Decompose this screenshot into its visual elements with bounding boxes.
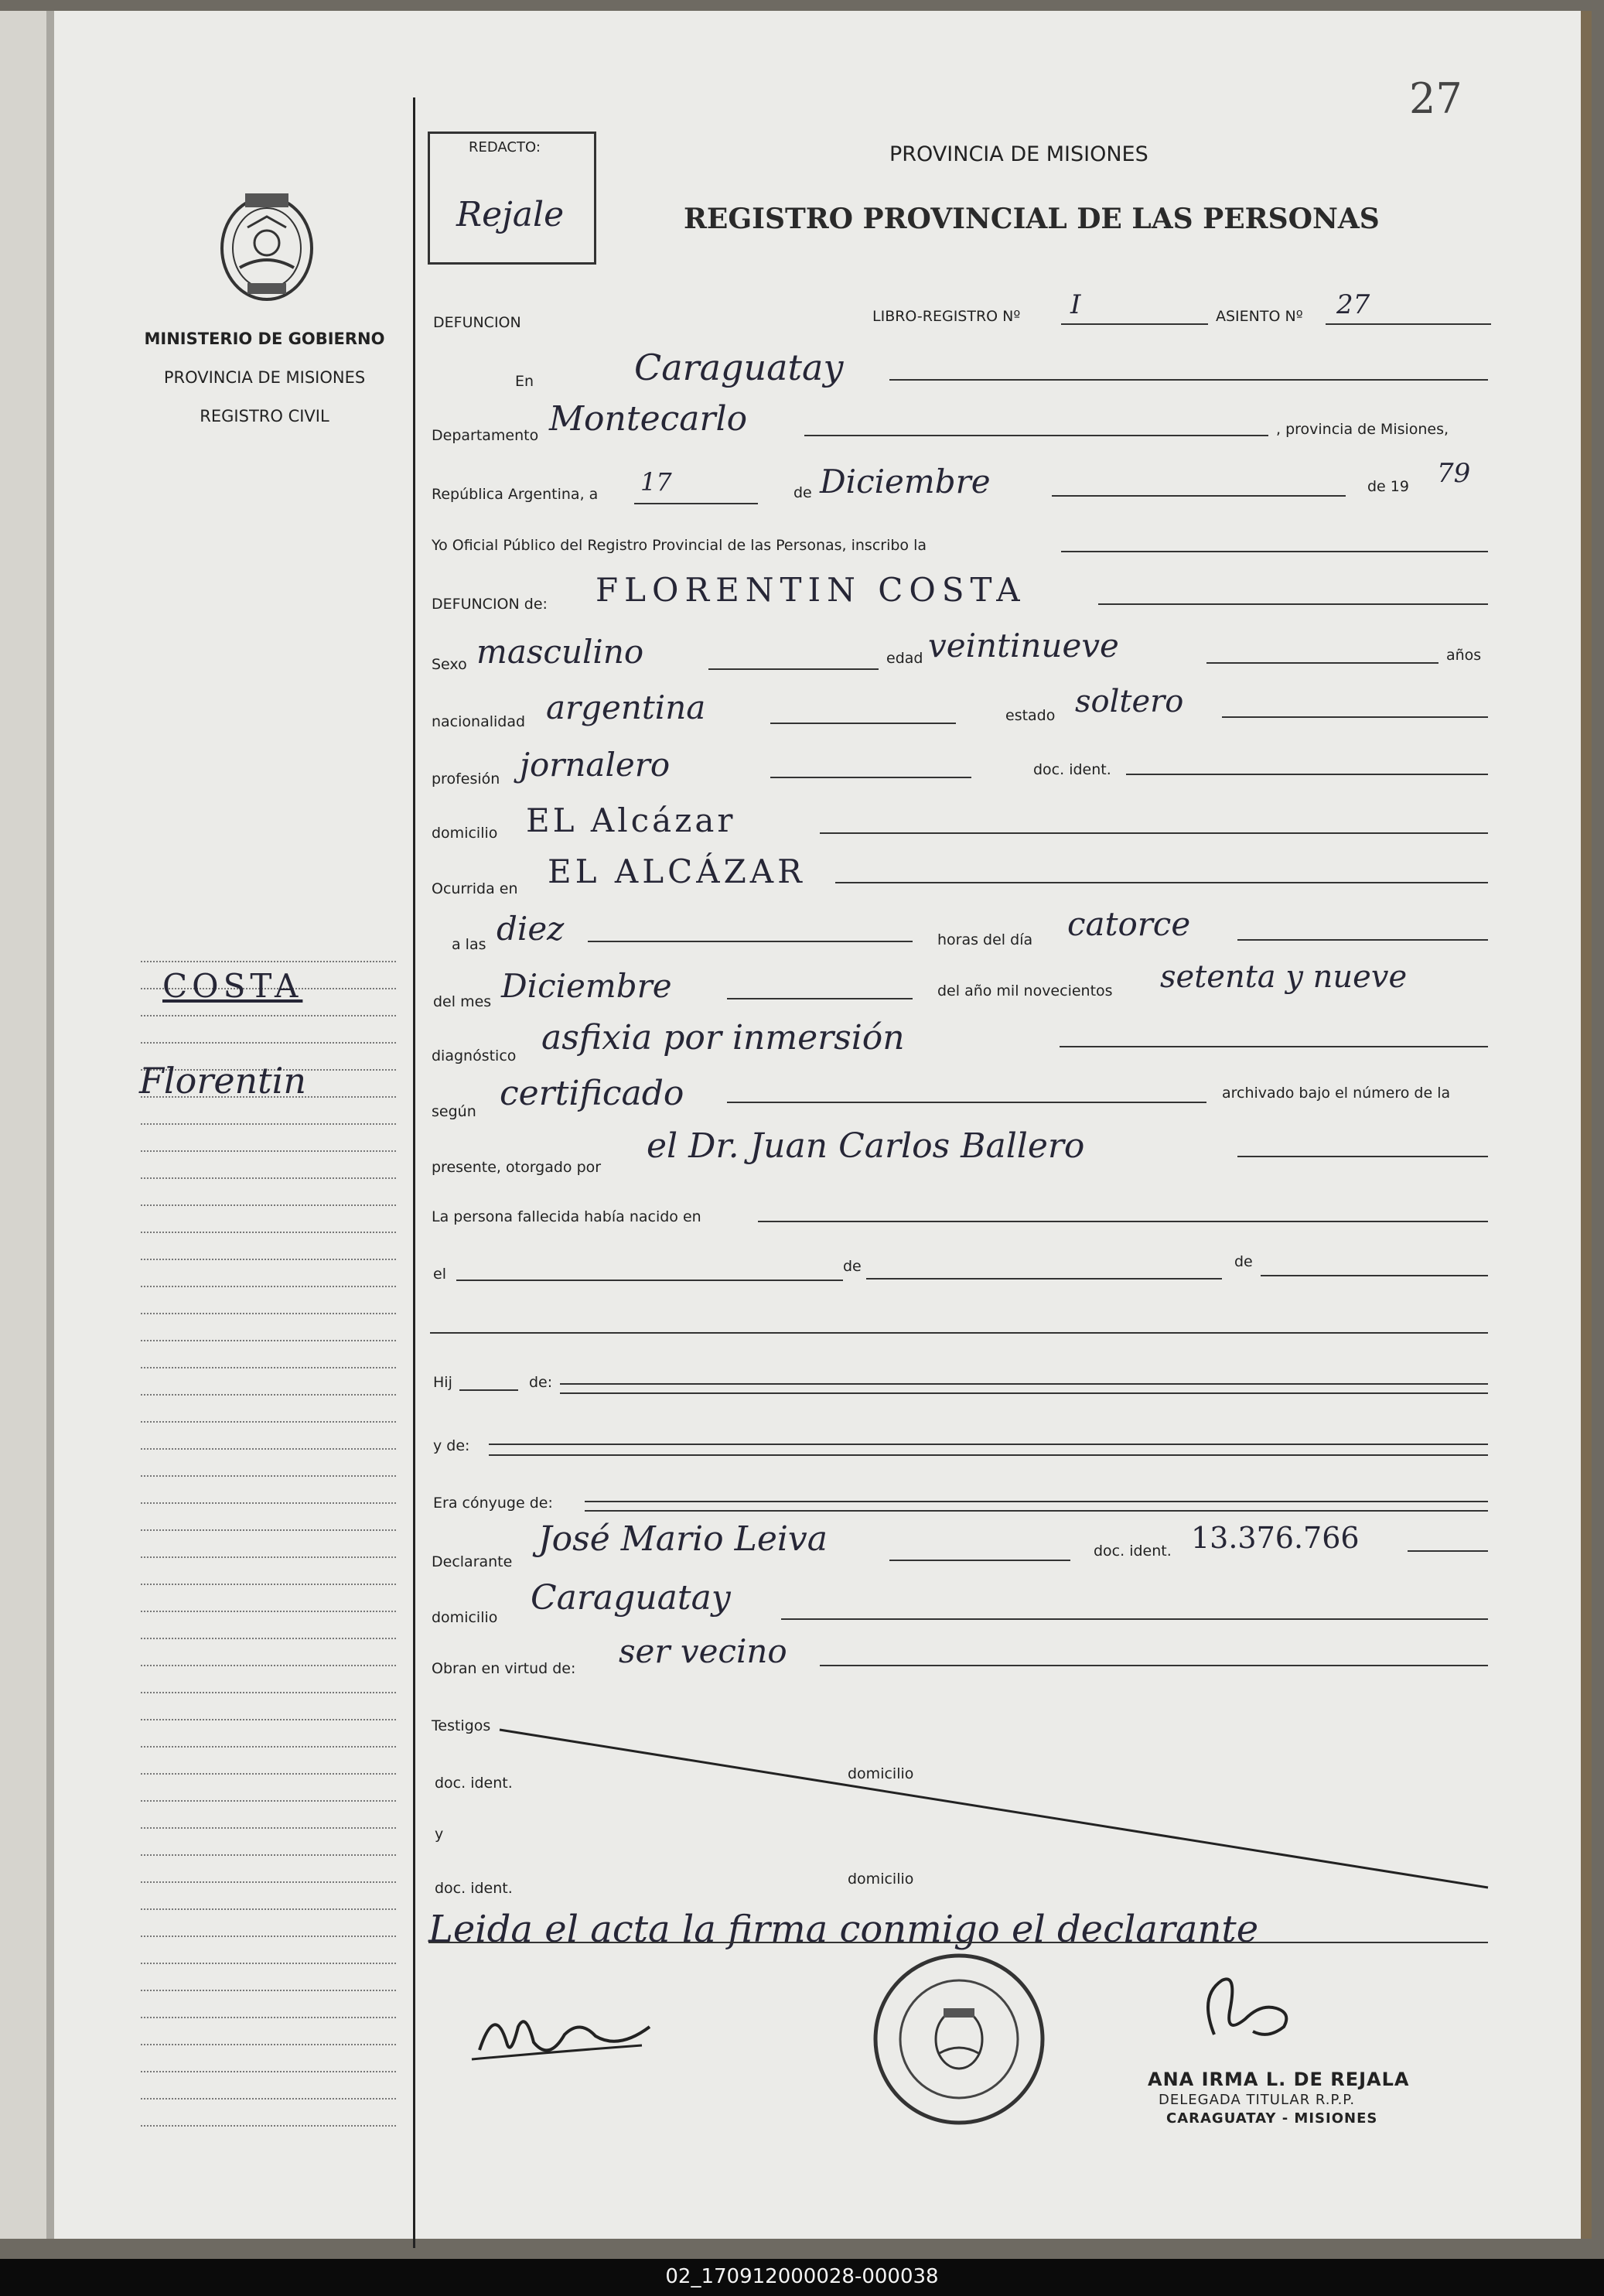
en-line (889, 379, 1488, 381)
declarant-signature (464, 1988, 665, 2073)
testigo2-dom-label: domicilio (848, 1871, 914, 1888)
margin-guide-line (141, 2098, 396, 2100)
asiento-line (1326, 323, 1491, 325)
departamento-label: Departamento (432, 427, 539, 444)
estado-line (1222, 716, 1488, 718)
province-title: PROVINCIA DE MISIONES (889, 142, 1148, 166)
diagnostico-label: diagnóstico (432, 1047, 517, 1064)
domicilio-label: domicilio (432, 825, 498, 842)
dia-line (634, 503, 758, 504)
margin-guide-line (141, 1475, 396, 1477)
margin-guide-line (141, 1692, 396, 1693)
hij-line (459, 1389, 518, 1391)
nacido-label: La persona fallecida había nacido en (432, 1208, 701, 1225)
alas-label: a las (452, 936, 486, 953)
margin-guide-line (141, 1313, 396, 1314)
estado-value: soltero (1075, 684, 1184, 719)
testigo1-dom-label: domicilio (848, 1765, 914, 1782)
edad-line (1206, 662, 1438, 664)
folio-number: 27 (1409, 74, 1462, 123)
departamento-value: Montecarlo (549, 399, 748, 439)
oficial-line (1061, 551, 1488, 552)
horas-value: catorce (1067, 905, 1191, 943)
nacionalidad-label: nacionalidad (432, 713, 526, 730)
margin-guide-line (141, 1800, 396, 1802)
declarante-dom-line (781, 1618, 1488, 1620)
ministry-province: PROVINCIA DE MISIONES (163, 368, 366, 387)
de3-label: de (1234, 1253, 1253, 1270)
officer-title: DELEGADA TITULAR R.P.P. (1159, 2092, 1356, 2108)
margin-guide-line (141, 1665, 396, 1666)
profesion-line (770, 777, 971, 778)
alas-value: diez (497, 910, 565, 948)
book-left-edge (0, 11, 51, 2239)
margin-guide-line (141, 1394, 396, 1396)
anio-mil-label: del año mil novecientos (937, 982, 1113, 999)
nacido-line (758, 1221, 1488, 1222)
declarante-value: José Mario Leiva (538, 1519, 828, 1559)
anio-label: de 19 (1367, 478, 1409, 495)
margin-guide-line (141, 1502, 396, 1504)
margin-guide-line (141, 1827, 396, 1829)
margin-guide-line (141, 1177, 396, 1179)
de3-line (1261, 1275, 1488, 1276)
margin-guide-line (141, 2125, 396, 2127)
departamento-line (804, 435, 1268, 436)
image-caption: 02_170912000028-000038 (665, 2265, 939, 2288)
sexo-value: masculino (476, 633, 644, 671)
margin-guide-line (141, 1259, 396, 1260)
officer-signature (1183, 1965, 1307, 2050)
margin-guide-line (141, 1963, 396, 1964)
ocurrida-line (835, 882, 1488, 883)
sexo-line (708, 668, 879, 670)
redacto-label: REDACTO: (469, 139, 541, 155)
edad-value: veintinueve (928, 627, 1119, 665)
defuncion-de-value: FLORENTIN COSTA (596, 571, 1026, 609)
margin-guide-line (141, 1015, 396, 1016)
en-label: En (515, 373, 534, 390)
margin-guide-line (141, 1990, 396, 1991)
conyuge-line-2 (585, 1510, 1488, 1512)
margin-guide-line (141, 1773, 396, 1775)
testigo2-doc-label: doc. ident. (435, 1880, 513, 1897)
registry-title: REGISTRO PROVINCIAL DE LAS PERSONAS (684, 203, 1380, 235)
obran-line (820, 1665, 1488, 1666)
margin-guide-line (141, 1421, 396, 1423)
margin-guide-line (141, 1232, 396, 1233)
testigos-strikeout (495, 1717, 1493, 1895)
segun-line (727, 1102, 1206, 1103)
profesion-value: jornalero (520, 746, 671, 784)
mes-label: del mes (433, 993, 492, 1010)
margin-guide-line (141, 1638, 396, 1639)
margin-guide-line (141, 2017, 396, 2018)
mes-value: Diciembre (820, 463, 991, 501)
margin-guide-line (141, 2071, 396, 2072)
domicilio-line (820, 832, 1488, 834)
margin-guide-line (141, 1719, 396, 1720)
presente-label: presente, otorgado por (432, 1159, 602, 1176)
sexo-label: Sexo (432, 656, 467, 673)
margin-guide-line (141, 1746, 396, 1748)
declarante-doc-label: doc. ident. (1094, 1543, 1172, 1560)
margin-guide-line (141, 1936, 396, 1937)
margin-guide-line (141, 1854, 396, 1856)
el-label: el (433, 1266, 446, 1283)
book-spine (46, 11, 54, 2239)
margin-guide-line (141, 1881, 396, 1883)
mes2-value: Diciembre (501, 967, 672, 1005)
presente-value: el Dr. Juan Carlos Ballero (647, 1126, 1085, 1166)
ministry-registry: REGISTRO CIVIL (200, 407, 329, 425)
el-line (456, 1280, 843, 1281)
de2-line (866, 1278, 1222, 1280)
declarante-label: Declarante (432, 1553, 513, 1570)
doc-ident-line (1126, 774, 1488, 775)
margin-surname: COSTA (162, 967, 303, 1005)
margin-guide-line (141, 1286, 396, 1287)
nacionalidad-value: argentina (546, 688, 706, 726)
hij-de-line (560, 1383, 1488, 1385)
provincia-suffix: , provincia de Misiones, (1276, 421, 1449, 438)
yde-line (489, 1444, 1488, 1445)
y-label: y (435, 1826, 444, 1843)
margin-guide-line (141, 1448, 396, 1450)
record-type: DEFUNCION (433, 314, 521, 331)
declarante-dom-value: Caraguatay (531, 1578, 731, 1618)
provincial-coat-of-arms (209, 183, 325, 306)
segun-value: certificado (500, 1074, 684, 1113)
margin-guide-line (141, 1584, 396, 1585)
diagnostico-value: asfixia por inmersión (541, 1018, 905, 1057)
margin-guide-line (141, 1611, 396, 1612)
mes2-line (727, 998, 913, 999)
testigos-label: Testigos (432, 1717, 491, 1734)
domicilio-value: EL Alcázar (526, 801, 736, 839)
margin-guide-line (141, 1529, 396, 1531)
horas-label: horas del día (937, 931, 1033, 948)
archivado-label: archivado bajo el número de la (1222, 1085, 1451, 1102)
officer-location: CARAGUATAY - MISIONES (1166, 2110, 1378, 2127)
hij-label: Hij (433, 1374, 452, 1391)
horas-line (1237, 939, 1488, 941)
margin-guide-line (141, 2044, 396, 2045)
nacionalidad-line (770, 723, 956, 724)
margin-guide-line (141, 1556, 396, 1558)
obran-value: ser vecino (619, 1632, 787, 1670)
yde-label: y de: (433, 1437, 470, 1454)
segun-label: según (432, 1103, 476, 1120)
anio-value: 79 (1437, 458, 1471, 489)
de-label: de (793, 484, 812, 501)
closing-line (428, 1942, 1488, 1943)
de2-label: de (843, 1258, 862, 1275)
blank-line-1 (430, 1332, 1488, 1334)
margin-given-name: Florentin (139, 1060, 306, 1102)
republica-label: República Argentina, a (432, 486, 599, 503)
diagnostico-line (1060, 1046, 1488, 1047)
anio-mil-value: setenta y nueve (1160, 959, 1408, 995)
margin-guide-line (141, 961, 396, 962)
en-value: Caraguatay (634, 347, 844, 388)
conyuge-label: Era cónyuge de: (433, 1495, 553, 1512)
libro-line (1061, 323, 1208, 325)
estado-label: estado (1005, 707, 1056, 724)
closing-statement: Leida el acta la firma conmigo el declarante (428, 1908, 1259, 1951)
libro-value: I (1070, 289, 1081, 320)
oficial-text: Yo Oficial Público del Registro Provincial de las Personas, inscribo la (432, 537, 927, 554)
margin-guide-line (141, 1150, 396, 1152)
dia-value: 17 (640, 467, 672, 497)
declarante-dom-label: domicilio (432, 1609, 498, 1626)
official-seal (866, 1946, 1052, 2132)
officer-name: ANA IRMA L. DE REJALA (1148, 2069, 1410, 2090)
margin-guide-line (141, 1908, 396, 1910)
obran-label: Obran en virtud de: (432, 1660, 576, 1677)
yde-line-2 (489, 1454, 1488, 1456)
column-divider (413, 97, 415, 2248)
hij-de-line-2 (560, 1392, 1488, 1394)
asiento-value: 27 (1336, 289, 1370, 320)
ministry-name: MINISTERIO DE GOBIERNO (144, 330, 385, 348)
declarante-doc-line (1408, 1550, 1488, 1552)
presente-line (1237, 1156, 1488, 1157)
margin-guide-line (141, 1042, 396, 1044)
profesion-label: profesión (432, 770, 500, 788)
doc-ident-label: doc. ident. (1033, 761, 1111, 778)
defuncion-de-line (1098, 603, 1488, 605)
anos-label: años (1446, 647, 1482, 664)
mes-line (1052, 495, 1346, 497)
ocurrida-label: Ocurrida en (432, 880, 518, 897)
margin-guide-line (141, 1204, 396, 1206)
defuncion-de-label: DEFUNCION de: (432, 596, 548, 613)
margin-guide-line (141, 1340, 396, 1341)
declarante-line (889, 1560, 1070, 1561)
conyuge-line (585, 1501, 1488, 1502)
edad-label: edad (886, 650, 923, 667)
asiento-label: ASIENTO Nº (1216, 308, 1303, 325)
alas-line (588, 941, 913, 942)
margin-guide-line (141, 1367, 396, 1368)
libro-label: LIBRO-REGISTRO Nº (872, 308, 1021, 325)
margin-guide-line (141, 1123, 396, 1125)
de4-label: de: (529, 1374, 553, 1391)
redacto-value: Rejale (456, 195, 565, 234)
testigo1-doc-label: doc. ident. (435, 1775, 513, 1792)
declarante-doc-value: 13.376.766 (1191, 1521, 1360, 1555)
ocurrida-value: EL ALCÁZAR (548, 852, 806, 890)
